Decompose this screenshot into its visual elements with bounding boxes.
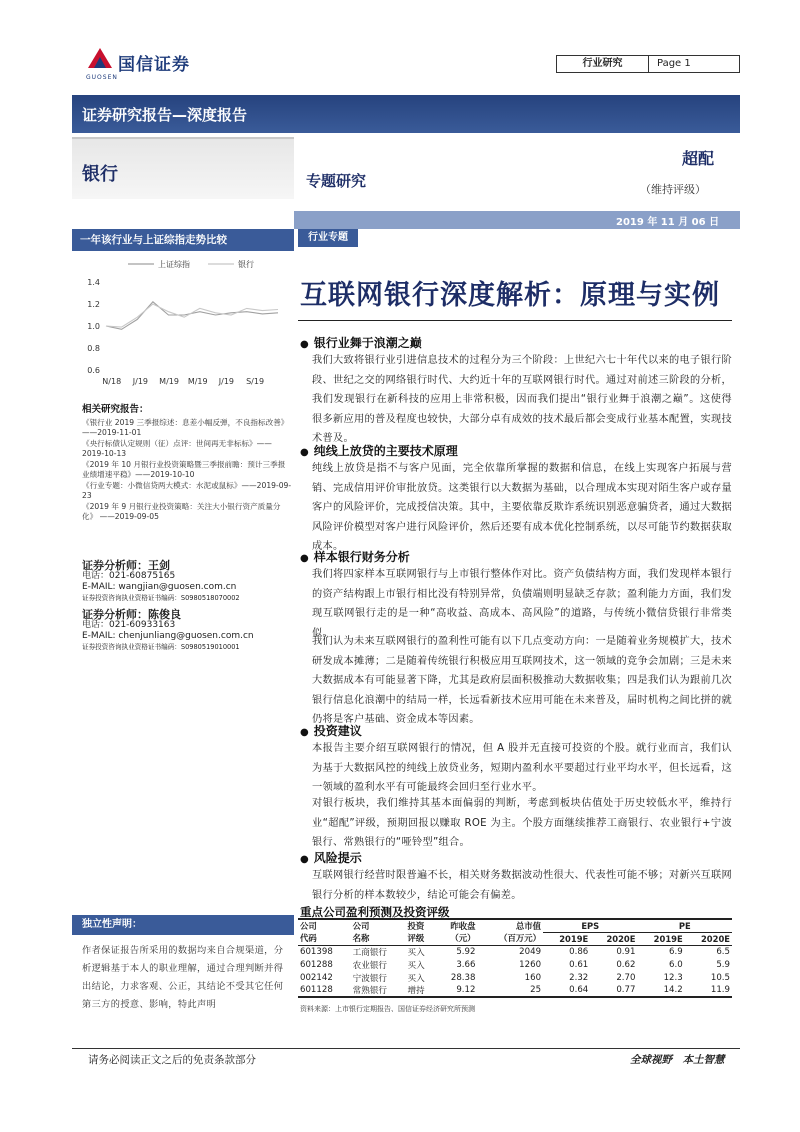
x-tick-label: M/19 bbox=[159, 377, 179, 386]
company-logo-subtext: GUOSEN bbox=[86, 74, 118, 81]
table-cell: 0.61 bbox=[569, 959, 589, 970]
section-heading: ● 纯线上放贷的主要技术原理 bbox=[300, 442, 458, 459]
table-cell: 002142 bbox=[300, 972, 333, 983]
col-header: PE bbox=[637, 919, 732, 932]
col-header: （元） bbox=[450, 933, 476, 944]
topic-label: 专题研究 bbox=[306, 172, 367, 190]
legend-label: 银行 bbox=[238, 260, 254, 269]
section-heading: ● 风险提示 bbox=[300, 849, 362, 866]
report-title: 互联网银行深度解析：原理与实例 bbox=[300, 280, 720, 311]
section-paragraph: 对银行板块，我们维持其基本面偏弱的判断，考虑到板块估值处于历史较低水平，维持行业“超配”评级，预期回报以赚取 ROE 为主。个股方面继续推荐工商银行、农业银行+宁波银行、常熟银行的“哑铃型”组合。 bbox=[312, 798, 732, 848]
section-paragraph: 本报告主要介绍互联网银行的情况，但 A 股并无直接可投资的个股。就行业而言，我们认为基于大数据风控的纯线上放贷业务，短期内盈利水平要超过行业平均水平，但长远看，这一领域的盈利水平有可能最终会回归至行业水平。 bbox=[312, 743, 732, 793]
table-row bbox=[298, 984, 732, 997]
x-tick-label: N/18 bbox=[102, 377, 122, 386]
x-tick-label: J/19 bbox=[218, 377, 235, 386]
table-cell: 6.0 bbox=[669, 959, 683, 970]
table-cell: 买入 bbox=[407, 973, 425, 984]
table-cell: 14.2 bbox=[663, 985, 683, 995]
y-tick-label: 0.8 bbox=[87, 344, 100, 353]
table-cell: 160 bbox=[524, 972, 542, 983]
table-cell: 农业银行 bbox=[352, 960, 388, 971]
section-heading: ● 银行业舞于浪潮之巅 bbox=[300, 334, 422, 351]
independence-statement: 作者保证报告所采用的数据均来自合规渠道，分析逻辑基于本人的职业理解，通过合理判断并得出结论，力求客观、公正，其结论不受其它任何第三方的授意、影响，特此声明 bbox=[82, 945, 284, 1010]
trend-chart bbox=[78, 254, 292, 390]
table-cell: 1260 bbox=[519, 959, 542, 970]
table-cell: 6.5 bbox=[716, 946, 730, 957]
sector-name: 银行 bbox=[82, 164, 118, 185]
col-header: 名称 bbox=[352, 933, 370, 944]
analyst-name: 证券分析师：陈俊良 bbox=[82, 608, 181, 621]
y-tick-label: 1.0 bbox=[87, 322, 100, 331]
table-row bbox=[298, 945, 732, 958]
related-item[interactable]: 《银行业 2019 三季报综述：息差小幅反弹，不良指标改善》 ——2019-11-01 bbox=[82, 417, 289, 437]
related-item[interactable]: 《行业专题：小微信贷两大模式：水泥或鼠标》——2019-09-23 bbox=[82, 480, 292, 500]
x-tick-label: J/19 bbox=[132, 377, 149, 386]
rating-note: （维持评级） bbox=[640, 183, 706, 196]
table-cell: 买入 bbox=[407, 960, 425, 971]
y-tick-label: 1.2 bbox=[87, 300, 100, 309]
table-cell: 601288 bbox=[300, 959, 333, 970]
col-header: 公司 bbox=[352, 921, 370, 931]
analyst-license: 证券投资咨询执业资格证书编码：S0980519010001 bbox=[82, 643, 240, 651]
rating: 超配 bbox=[682, 149, 715, 168]
legend-label: 上证综指 bbox=[158, 260, 190, 269]
table-cell: 5.92 bbox=[456, 946, 476, 957]
table-cell: 11.9 bbox=[710, 985, 730, 995]
table-cell: 宁波银行 bbox=[352, 973, 388, 984]
table-cell: 0.86 bbox=[569, 946, 589, 957]
footer-slogan: 全球视野 本土智慧 bbox=[630, 1054, 725, 1066]
series-line bbox=[106, 304, 278, 327]
section-paragraph: 我们大致将银行业引进信息技术的过程分为三个阶段：上世纪六七十年代以来的电子银行阶段、世纪之交的网络银行时代、大约近十年的互联网银行时代。通过对前述三阶段的分析，我们发现银行在新科技的应用上非常积极，因而我们提出“银行业舞于浪潮之巅”。这使得很多新应用的普及程度也较快，大部分卓有成效的技术最后都会变成行业基本配置，实现技术普及。 bbox=[312, 355, 732, 444]
y-tick-label: 0.6 bbox=[87, 366, 100, 375]
col-header: 昨收盘 bbox=[450, 921, 476, 931]
table-cell: 10.5 bbox=[710, 972, 730, 983]
industry-tag: 行业专题 bbox=[298, 229, 358, 247]
table-cell: 增持 bbox=[407, 986, 425, 996]
analyst-license: 证券投资咨询执业资格证书编码：S0980518070002 bbox=[82, 594, 240, 602]
footer-disclaimer: 请务必阅读正文之后的免责条款部分 bbox=[88, 1054, 256, 1066]
section-paragraph: 互联网银行经营时限普遍不长，相关财务数据波动性很大、代表性可能不够；对新兴互联网银行分析的样本数较少，结论可能会有偏差。 bbox=[312, 870, 732, 901]
analyst-phone: 电话：021-60933163 bbox=[82, 620, 176, 630]
page-number: Page 1 bbox=[657, 58, 691, 69]
table-cell: 12.3 bbox=[663, 972, 683, 983]
footer-divider bbox=[72, 1048, 740, 1049]
col-header: 总市值 bbox=[515, 921, 542, 931]
header-page-box bbox=[556, 55, 740, 73]
table-cell: 601398 bbox=[300, 946, 333, 957]
related-item[interactable]: 《2019 年 10 月银行业投资策略暨三季报前瞻：预计三季报业绩增速平稳》——2019-10-10 bbox=[82, 459, 286, 479]
guosen-logo-icon bbox=[86, 46, 114, 72]
table-cell: 28.38 bbox=[450, 972, 476, 983]
table-cell: 601128 bbox=[300, 985, 333, 995]
report-date: 2019 年 11 月 06 日 bbox=[616, 217, 720, 228]
col-header: 2020E bbox=[606, 933, 636, 944]
table-cell: 买入 bbox=[407, 947, 425, 958]
independence-heading: 独立性声明： bbox=[72, 915, 294, 935]
related-reports bbox=[82, 405, 292, 523]
table-cell: 3.66 bbox=[456, 959, 476, 970]
section-heading: ● 样本银行财务分析 bbox=[300, 548, 410, 565]
table-source: 资料来源：上市银行定期报告、国信证券经济研究所预测 bbox=[300, 1005, 475, 1013]
analyst-name: 证券分析师：王剑 bbox=[82, 559, 170, 572]
table-cell: 0.77 bbox=[616, 985, 636, 995]
analyst-email[interactable]: E-MAIL: wangjian@guosen.com.cn bbox=[82, 582, 237, 592]
x-tick-label: M/19 bbox=[187, 377, 208, 386]
y-tick-label: 1.4 bbox=[87, 278, 100, 287]
table-cell: 0.91 bbox=[616, 946, 636, 957]
x-tick-label: S/19 bbox=[246, 377, 265, 386]
col-header: 公司 bbox=[300, 921, 317, 931]
section-paragraph: 我们将四家样本互联网银行与上市银行整体作对比。资产负债结构方面，我们发现样本银行的资产结构跟上市银行相比没有特别异常，负债端则明显缺乏存款；盈利能力方面，我们发现互联网银行走的是一种“高收益、高成本、高风险”的道路，与传统小微信贷银行非常类似。 bbox=[312, 569, 732, 639]
related-heading: 相关研究报告： bbox=[82, 404, 149, 415]
table-cell: 5.9 bbox=[716, 959, 730, 970]
title-divider bbox=[298, 320, 732, 321]
table-cell: 0.64 bbox=[569, 985, 589, 995]
col-header: 评级 bbox=[407, 933, 425, 944]
col-header: 投资 bbox=[407, 921, 425, 931]
table-cell: 6.9 bbox=[669, 946, 683, 957]
col-header: 2019E bbox=[653, 933, 683, 944]
table-row bbox=[298, 971, 732, 984]
related-item[interactable]: 《2019 年 9 月银行业投资策略：关注大小银行资产质量分化》 ——2019-09-05 bbox=[82, 501, 281, 521]
analyst-email[interactable]: E-MAIL: chenjunliang@guosen.com.cn bbox=[82, 631, 254, 641]
series-line bbox=[106, 302, 278, 330]
col-header: EPS bbox=[543, 919, 637, 932]
related-item[interactable]: 《央行标债认定规则（征）点评：世间再无非标标》——2019-10-13 bbox=[82, 438, 272, 458]
table-cell: 2.32 bbox=[569, 972, 589, 983]
table-cell: 常熟银行 bbox=[352, 986, 388, 996]
analyst-2 bbox=[82, 609, 292, 653]
doc-type-label: 行业研究 bbox=[557, 56, 649, 72]
col-header: 2020E bbox=[700, 933, 730, 944]
table-cell: 25 bbox=[530, 985, 542, 995]
section-paragraph: 我们认为未来互联网银行的盈利性可能有以下几点变动方向：一是随着业务规模扩大，技术研发成本摊薄；二是随着传统银行积极应用互联网技术，这一领域的竞争会加剧；三是未来大数据成本有可能显著下降，尤其是政府层面积极推动大数据收集；四是我们认为跟前几次银行信息化浪潮中的结局一样，长远看新技术应用可能在未来普及，届时机构之间比拼的就仍将是客户基础、资金成本等因素。 bbox=[312, 636, 732, 725]
forecast-table bbox=[298, 918, 732, 998]
analyst-1 bbox=[82, 560, 292, 604]
analyst-phone: 电话：021-60875165 bbox=[82, 571, 176, 581]
table-row bbox=[298, 958, 732, 971]
col-header: （百万元） bbox=[499, 933, 542, 944]
table-cell: 0.62 bbox=[616, 959, 636, 970]
forecast-table-title: 重点公司盈利预测及投资评级 bbox=[300, 905, 450, 919]
col-header: 代码 bbox=[300, 933, 317, 944]
table-cell: 2049 bbox=[519, 946, 542, 957]
table-cell: 9.12 bbox=[456, 985, 476, 995]
company-logo-text: 国信证券 bbox=[118, 55, 190, 75]
table-cell: 2.70 bbox=[616, 972, 636, 983]
section-paragraph: 纯线上放贷是指不与客户见面，完全依靠所掌握的数据和信息，在线上实现客户拓展与营销、完成信用评价审批放贷。这类银行以大数据为基础，以合理成本实现对陌生客户或存量客户的风险评价，完成授信决策。其中，主要依靠反欺诈系统识别恶意骗贷者，通过大数据风险评价模型对客户进行风险评价，然后还要有成本优化控制系统，以尽可能节约数据获取成本。 bbox=[312, 463, 732, 552]
chart-heading: 一年该行业与上证综指走势比较 bbox=[72, 229, 294, 251]
report-series-title: 证券研究报告—深度报告 bbox=[82, 106, 248, 124]
table-cell: 工商银行 bbox=[352, 947, 388, 958]
section-heading: ● 投资建议 bbox=[300, 722, 362, 739]
col-header: 2019E bbox=[559, 933, 589, 944]
